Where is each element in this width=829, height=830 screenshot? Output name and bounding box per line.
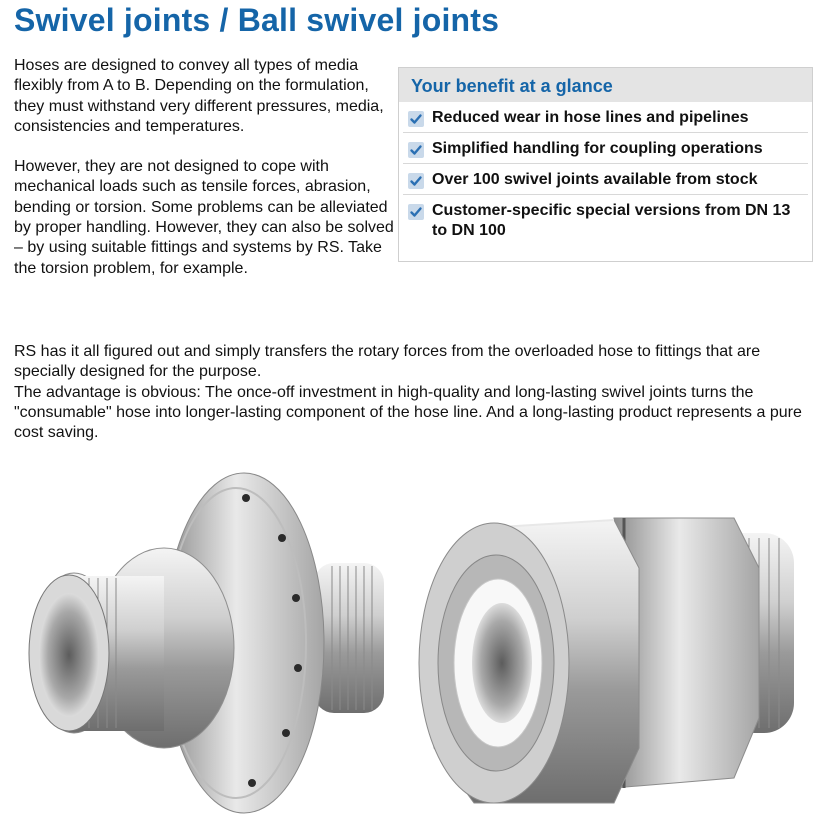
swivel-joint-hex-image (419, 518, 794, 803)
body-paragraph-2: The advantage is obvious: The once-off investment in high-quality and long-lasting swivel joints turns the "consumable" hose into longer-lasting component of the hose line. And a long-lasting product represents a pure cost saving. (14, 383, 802, 442)
product-photos (14, 458, 814, 818)
checkmark-icon (408, 111, 424, 127)
checkmark-icon (408, 173, 424, 189)
benefits-box (398, 67, 813, 262)
benefit-label: Simplified handling for coupling operations (432, 140, 763, 157)
benefit-label: Reduced wear in hose lines and pipelines (432, 109, 749, 126)
body-paragraph-1: RS has it all figured out and simply transfers the rotary forces from the overloaded hose to fittings that are specially designed for the purpose. (14, 343, 761, 381)
product-image (14, 458, 814, 818)
checkmark-icon (408, 204, 424, 220)
benefits-heading: Your benefit at a glance (399, 68, 812, 102)
checkmark-icon (408, 142, 424, 158)
body-text (14, 342, 814, 443)
intro-paragraph-2: However, they are not designed to cope with mechanical loads such as tensile forces, abrasion, bending or torsion. Some problems can be alleviated by proper handling. However, they can also be solved – by using suitable fittings and systems by RS. Take the torsion problem, for example. (14, 158, 394, 277)
benefit-item (403, 133, 808, 164)
benefit-label: Over 100 swivel joints available from stock (432, 171, 758, 188)
swivel-joint-flange-image (29, 473, 384, 813)
benefit-label: Customer-specific special versions from DN 13 to DN 100 (432, 202, 791, 239)
intro-paragraph-1: Hoses are designed to convey all types of media flexibly from A to B. Depending on the formulation, they must withstand very different pressures, media, consistencies and temperatures. (14, 57, 384, 135)
intro-text (14, 56, 394, 279)
benefit-item (403, 102, 808, 133)
page-title: Swivel joints / Ball swivel joints (14, 2, 500, 38)
benefit-item (403, 195, 808, 245)
benefit-item (403, 164, 808, 195)
